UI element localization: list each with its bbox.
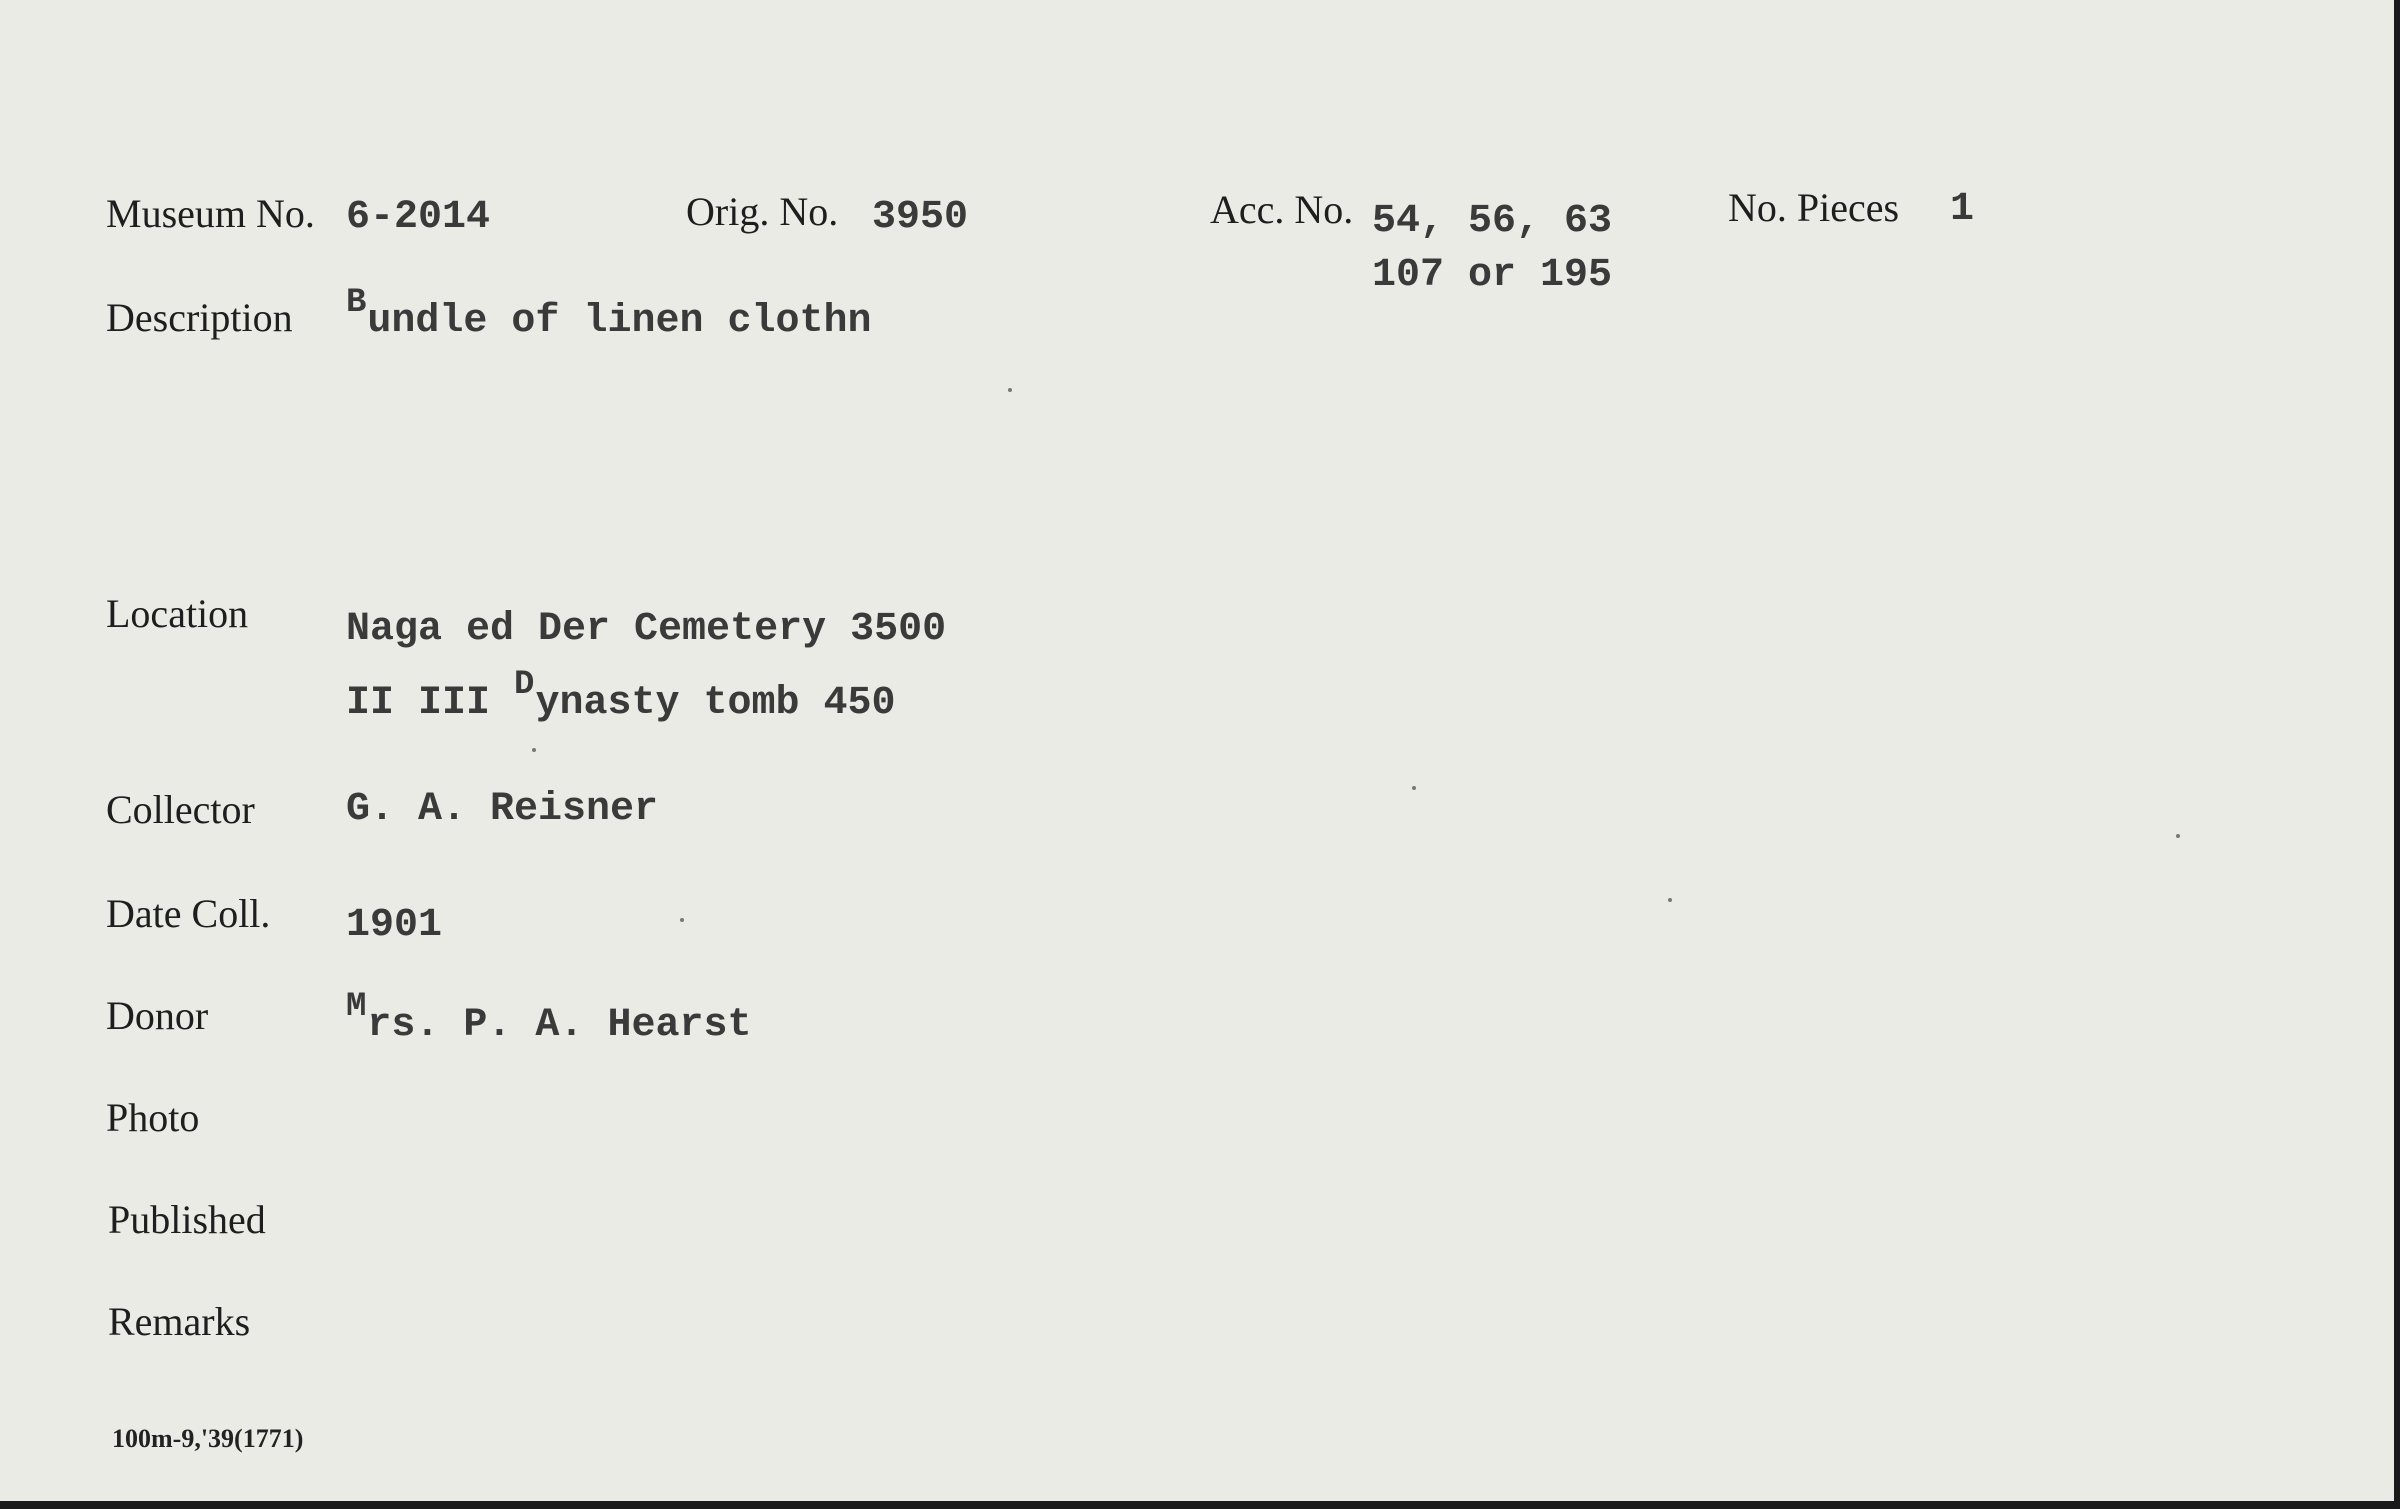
- location-line2-initial: D: [514, 666, 535, 704]
- location-value-line2: [346, 666, 896, 726]
- description-value: [346, 284, 872, 344]
- acc-no-label: Acc. No.: [1210, 187, 1354, 232]
- donor-rest: rs. P. A. Hearst: [367, 1003, 752, 1048]
- date-coll-label: Date Coll.: [106, 891, 271, 936]
- paper-speck: [1668, 898, 1672, 902]
- museum-no-value: 6-2014: [346, 195, 491, 240]
- paper-speck: [1412, 786, 1416, 790]
- location-line2-pre: II III: [346, 681, 515, 726]
- photo-label: Photo: [106, 1095, 200, 1140]
- description-initial: B: [346, 284, 367, 322]
- paper-speck: [532, 748, 536, 752]
- collector-value: G. A. Reisner: [346, 787, 659, 832]
- published-label: Published: [108, 1197, 266, 1242]
- museum-no-label: Museum No.: [106, 191, 315, 236]
- orig-no-label: Orig. No.: [686, 189, 839, 234]
- footer-print-code: 100m-9,'39(1771): [112, 1424, 304, 1453]
- location-line2-rest: ynasty tomb 450: [535, 681, 896, 726]
- no-pieces-value: 1: [1950, 187, 1975, 232]
- collector-label: Collector: [106, 787, 255, 832]
- no-pieces-label: No. Pieces: [1728, 185, 1900, 230]
- donor-label: Donor: [106, 993, 209, 1038]
- description-label: Description: [106, 295, 293, 340]
- remarks-label: Remarks: [108, 1299, 251, 1344]
- date-coll-value: 1901: [346, 903, 443, 948]
- paper-speck: [680, 918, 684, 922]
- orig-no-value: 3950: [872, 195, 969, 240]
- location-value-line1: Naga ed Der Cemetery 3500: [346, 607, 947, 652]
- acc-no-value-line2: 107 or 195: [1372, 253, 1613, 298]
- description-rest: undle of linen clothn: [367, 299, 872, 344]
- location-label: Location: [106, 591, 249, 636]
- paper-speck: [2176, 834, 2180, 838]
- donor-initial: M: [346, 988, 367, 1026]
- donor-value: [346, 988, 752, 1048]
- acc-no-value-line1: 54, 56, 63: [1372, 199, 1613, 244]
- paper-speck: [1008, 388, 1012, 392]
